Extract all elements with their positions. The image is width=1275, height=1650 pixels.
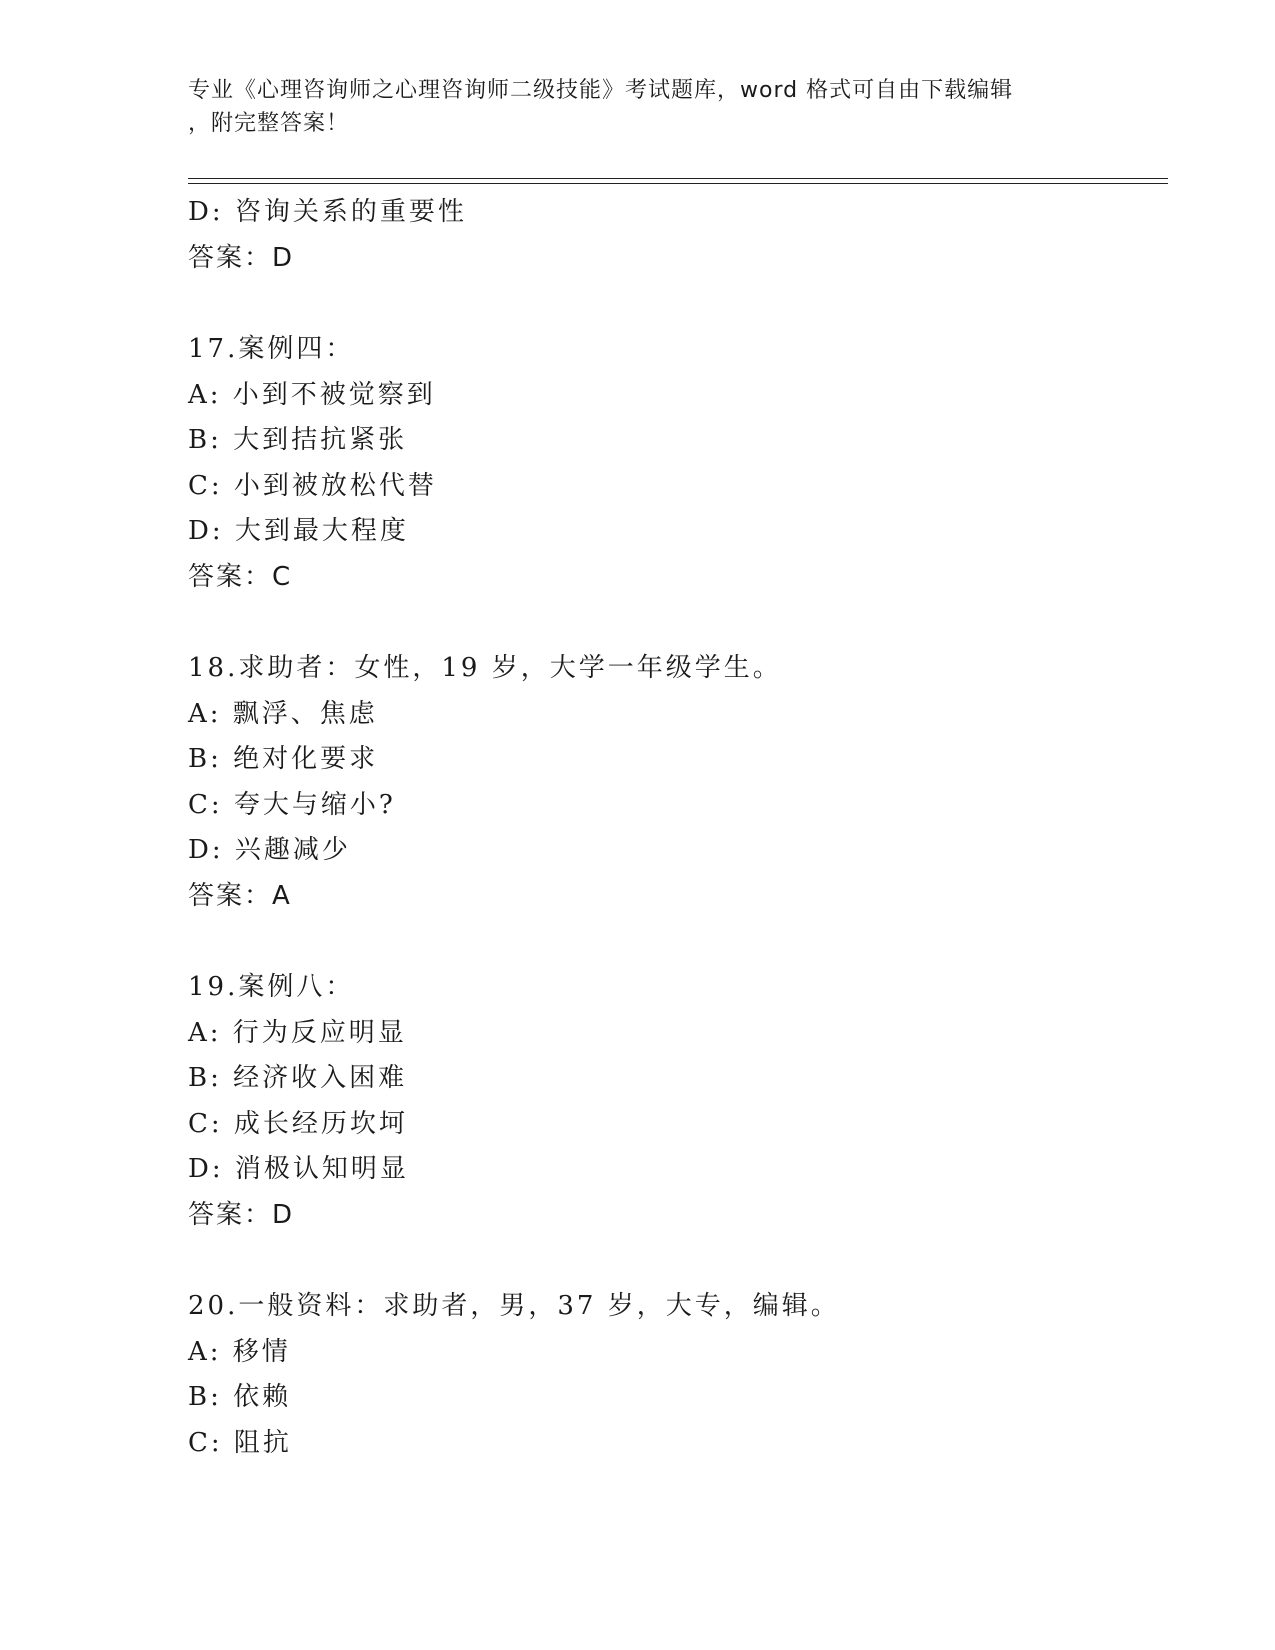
question-gap xyxy=(188,919,1168,965)
question-stem: 19.案例八： xyxy=(188,972,355,1002)
option-a: A: 移情 xyxy=(188,1336,291,1367)
document-header xyxy=(188,74,1068,140)
header-title-line1: 专业《心理咨询师之心理咨询师二级技能》考试题库，word 格式可自由下载编辑 xyxy=(188,78,1014,103)
answer-line: 答案：A xyxy=(188,880,292,911)
option-d: D: 兴趣减少 xyxy=(188,835,351,865)
question-18 xyxy=(188,646,1168,919)
option-d: D: 大到最大程度 xyxy=(188,516,409,546)
question-gap xyxy=(188,1238,1168,1284)
option-b: B: 大到拮抗紧张 xyxy=(188,425,408,455)
header-divider-bottom xyxy=(188,183,1168,184)
header-title-line2: ，附完整答案！ xyxy=(188,111,350,136)
question-stem: 20.一般资料：求助者，男，37 岁，大专，编辑。 xyxy=(188,1291,840,1321)
option-c: C: 夸大与缩小? xyxy=(188,789,396,820)
option-c: C: 小到被放松代替 xyxy=(188,470,437,501)
option-c: C: 成长经历坎坷 xyxy=(188,1108,408,1139)
option-a: A: 行为反应明显 xyxy=(188,1017,407,1048)
answer-line: 答案：C xyxy=(188,561,293,592)
option-b: B: 依赖 xyxy=(188,1382,292,1412)
option-c: C: 阻抗 xyxy=(188,1427,292,1458)
question-19 xyxy=(188,965,1168,1238)
option-d: D: 咨询关系的重要性 xyxy=(188,197,467,227)
option-a: A: 飘浮、焦虑 xyxy=(188,698,378,729)
question-list xyxy=(188,190,1168,1466)
question-17 xyxy=(188,327,1168,600)
answer-line: 答案：D xyxy=(188,1199,295,1230)
option-b: B: 经济收入困难 xyxy=(188,1063,408,1093)
option-a: A: 小到不被觉察到 xyxy=(188,379,436,410)
question-stem: 17.案例四： xyxy=(188,334,355,364)
question-stem: 18.求助者：女性，19 岁，大学一年级学生。 xyxy=(188,653,782,683)
question-20 xyxy=(188,1284,1168,1466)
answer-line: 答案：D xyxy=(188,242,295,273)
question-gap xyxy=(188,600,1168,646)
question-gap xyxy=(188,281,1168,327)
option-d: D: 消极认知明显 xyxy=(188,1154,409,1184)
header-divider-top xyxy=(188,178,1168,179)
option-b: B: 绝对化要求 xyxy=(188,744,379,774)
